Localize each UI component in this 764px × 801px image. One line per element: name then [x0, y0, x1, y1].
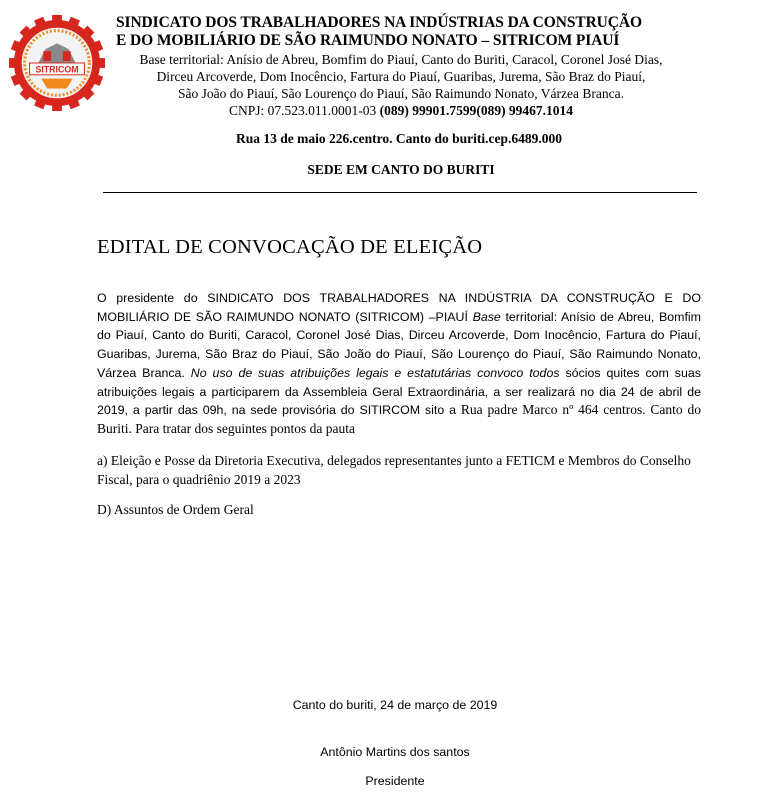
phones: (089) 99901.7599(089) 99467.1014 — [379, 103, 574, 118]
para-part3: sócios quites com suas atribuições legais a participarem da Assembleia Geral Extraordinária, a ser realizará no dia 24 de abril de 2019, a partir das 09h, na sede provisória do SITIRCOM sito a — [97, 365, 701, 418]
sede: SEDE EM CANTO DO BURITI — [307, 162, 495, 177]
cnpj-line — [110, 102, 710, 119]
territory-line: Dirceu Arcoverde, Dom Inocêncio, Fartura do Piauí, Guaribas, Jurema, São Braz do Piauí, — [156, 69, 646, 84]
agenda-item-a: a) Eleição e Posse da Diretoria Executiva, delegados representantes junto a FETICM e Membros do Conselho Fiscal, para o quadriênio 2019 a 2023 — [97, 453, 691, 487]
org-name-line2: E DO MOBILIÁRIO DE SÃO RAIMUNDO NONATO – SITRICOM PIAUÍ — [116, 32, 620, 49]
territory-block — [110, 51, 710, 102]
cnpj: CNPJ: 07.523.011.0001-03 — [228, 103, 377, 118]
para-part1: O presidente do SINDICATO DOS TRABALHADORES NA INDÚSTRIA DA CONSTRUÇÃO E DO MOBILIÁRIO DE SÃO RAIMUNDO NONATO (SITRICOM) –PIAUÍ — [97, 291, 701, 324]
territory-line: Base territorial: Anísio de Abreu, Bomfim do Piauí, Canto do Buriti, Caracol, Coronel José Dias, — [139, 52, 663, 67]
agenda-item-d: D) Assuntos de Ordem Geral — [97, 502, 254, 517]
para-italic: No uso de suas atribuições legais e estatutárias convoco todos — [190, 365, 560, 380]
signature-place-date: Canto do buriti, 24 de março de 2019 — [292, 698, 498, 712]
org-name-line1: SINDICATO DOS TRABALHADORES NA INDÚSTRIAS DA CONSTRUÇÃO — [116, 14, 642, 31]
para-part2: territorial: Anísio de Abreu, Bomfim do Piauí, Canto do Buriti, Caracol, Coronel José Dias, Dirceu Arcoverde, Dom Inocêncio, Fartura do Piauí, Guaribas, Jurema, São Braz do Piauí, São João do Piauí, São Lourenço do Piauí, São Raimundo Nonato, Várzea Branca. — [97, 309, 702, 380]
para-base: Base — [472, 309, 501, 324]
header — [110, 14, 710, 119]
address: Rua 13 de maio 226.centro. Canto do buriti.cep.6489.000 — [236, 131, 562, 146]
header-divider — [103, 192, 697, 193]
convocation-paragraph — [97, 289, 701, 439]
para-serif: Rua padre Marco nº 464 centros. Canto do Buriti. Para tratar dos seguintes pontos da pauta — [97, 402, 701, 436]
signature-role: Presidente — [365, 774, 425, 788]
territory-line: São João do Piauí, São Lourenço do Piauí, São Raimundo Nonato, Várzea Branca. — [178, 86, 624, 101]
document-title: EDITAL DE CONVOCAÇÃO DE ELEIÇÃO — [97, 236, 483, 258]
sitricom-logo — [8, 14, 106, 112]
signature-name: Antônio Martins dos santos — [320, 745, 470, 759]
logo-text: SITRICOM — [35, 64, 79, 75]
